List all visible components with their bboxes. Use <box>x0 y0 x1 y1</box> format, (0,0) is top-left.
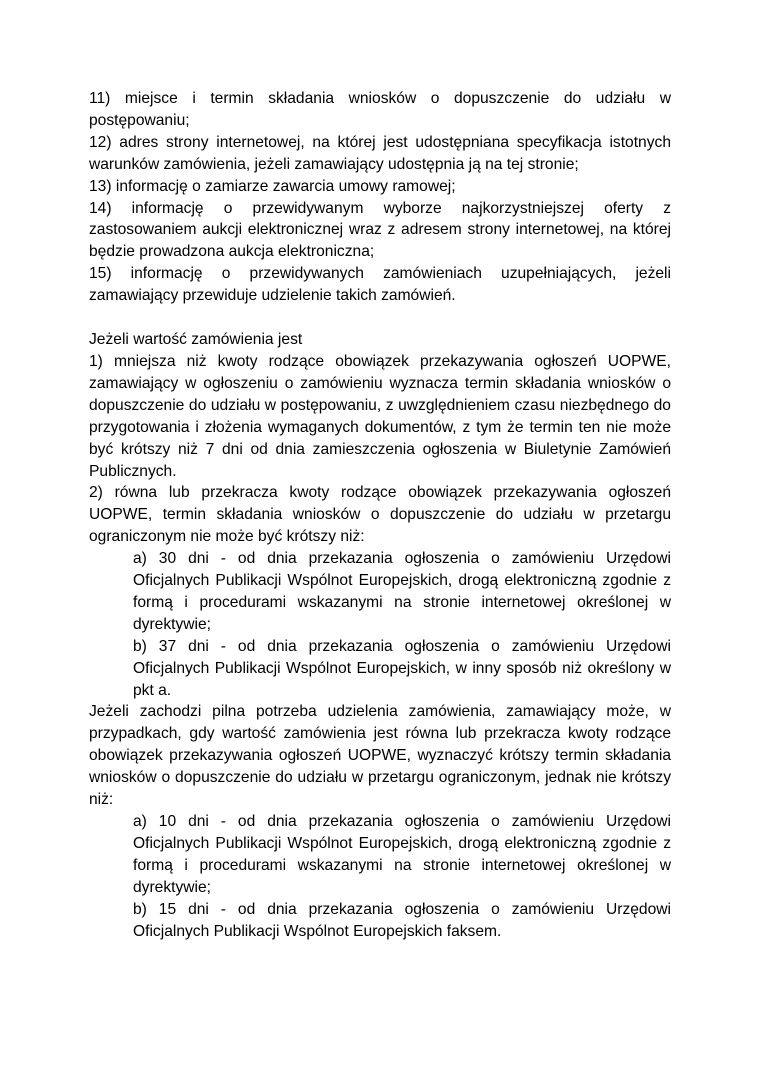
point-2: 2) równa lub przekracza kwoty rodzące obowiązek przekazywania ogłoszeń UOPWE, termin składania wniosków o dopuszczenie do udziału w przetargu ograniczonym nie może być krótszy niż: <box>89 484 671 546</box>
urgent-subitem-b: b) 15 dni - od dnia przekazania ogłoszenia o zamówieniu Urzędowi Oficjalnych Publikacji Wspólnot Europejskich faksem. <box>133 900 671 940</box>
list-item-12: 12) adres strony internetowej, na której jest udostępniana specyfikacja istotnych warunków zamówienia, jeżeli zamawiający udostępnia ją na tej stronie; <box>89 133 671 173</box>
point-1: 1) mniejsza niż kwoty rodzące obowiązek przekazywania ogłoszeń UOPWE, zamawiający w ogłoszeniu o zamówieniu wyznacza termin składania wniosków o dopuszczenie do udziału w postępowaniu, z uwzględnieniem czasu niezbędnego do przygotowania i złożenia wymaganych dokumentów, z tym że termin ten nie może być krótszy niż 7 dni od dnia zamieszczenia ogłoszenia w Biuletynie Zamówień Publicznych. <box>89 352 671 480</box>
urgent-paragraph: Jeżeli zachodzi pilna potrzeba udzielenia zamówienia, zamawiający może, w przypadkach, gdy wartość zamówienia jest równa lub przekracza kwoty rodzące obowiązek przekazywania ogłoszeń UOPWE, wyznaczyć krótszy termin składania wniosków o dopuszczenie do udziału w przetargu ograniczonym, jednak nie krótszy niż: <box>89 703 671 809</box>
list-item-14: 14) informację o przewidywanym wyborze najkorzystniejszej oferty z zastosowaniem aukcji elektronicznej wraz z adresem strony internetowej, na której będzie prowadzona aukcja elektroniczna; <box>89 199 671 261</box>
list-item-13: 13) informację o zamiarze zawarcia umowy ramowej; <box>89 177 456 195</box>
document-page <box>89 88 671 942</box>
list-item-15: 15) informację o przewidywanych zamówieniach uzupełniających, jeżeli zamawiający przewiduje udzielenie takich zamówień. <box>89 265 671 305</box>
point-2-subitem-b: b) 37 dni - od dnia przekazania ogłoszenia o zamówieniu Urzędowi Oficjalnych Publikacji Wspólnot Europejskich, w inny sposób niż określony w pkt a. <box>133 637 671 699</box>
section-intro: Jeżeli wartość zamówienia jest <box>89 331 303 349</box>
paragraph-gap <box>89 307 671 329</box>
list-item-11: 11) miejsce i termin składania wniosków o dopuszczenie do udziału w postępowaniu; <box>89 90 671 129</box>
point-2-subitem-a: a) 30 dni - od dnia przekazania ogłoszenia o zamówieniu Urzędowi Oficjalnych Publikacji Wspólnot Europejskich, drogą elektroniczną zgodnie z formą i procedurami wskazanymi na stronie internetowej określonej w dyrektywie; <box>133 550 671 633</box>
urgent-subitem-a: a) 10 dni - od dnia przekazania ogłoszenia o zamówieniu Urzędowi Oficjalnych Publikacji Wspólnot Europejskich, drogą elektroniczną zgodnie z formą i procedurami wskazanymi na stronie internetowej określonej w dyrektywie; <box>133 813 671 896</box>
